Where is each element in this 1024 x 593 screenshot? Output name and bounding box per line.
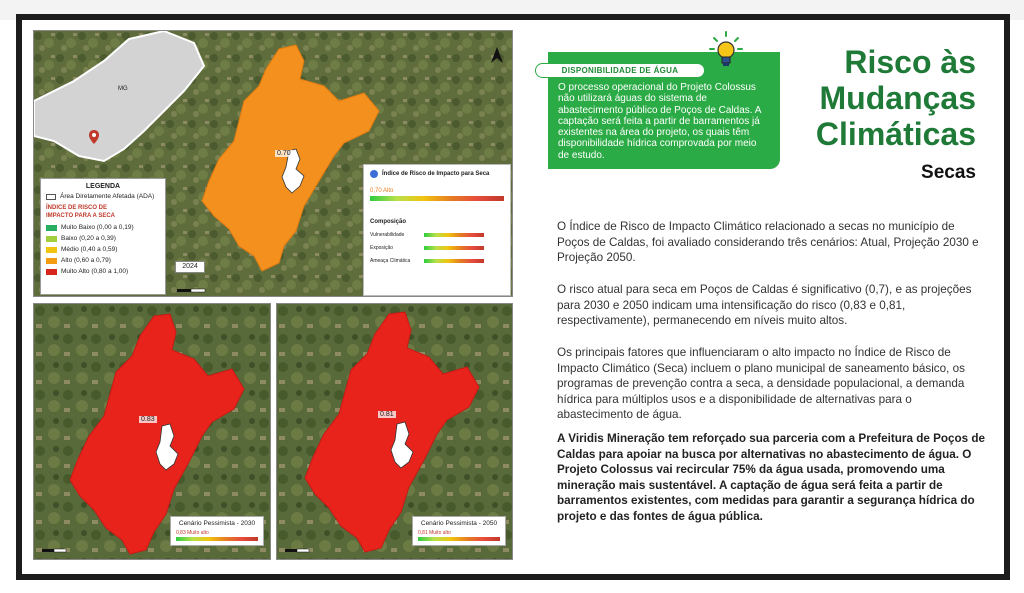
water-info-text: O processo operacional do Projeto Colossus não utilizará águas do sistema de abastecimento público de Poços de Caldas. A captação será feita a partir de barramentos já existentes na área do projeto, os quais têm disponibilidade hídrica comprovada por meio de estudo. (558, 82, 761, 161)
scenario-label-2030: Cenário Pessimista - 2030 (178, 520, 256, 527)
scenario-level-2050: 0,81 Muito alto (418, 530, 451, 536)
page-title-line3: Climáticas (815, 116, 976, 152)
composition-gradient (424, 246, 484, 250)
composition-row (370, 245, 504, 251)
composition-label: Ameaça Climática (370, 258, 411, 264)
page-title (790, 44, 976, 152)
composition-row (370, 258, 504, 264)
page-title-line1: Risco às (844, 44, 976, 80)
legend-index-title (46, 204, 160, 220)
scenario-gradient-2030 (176, 537, 258, 541)
map-legend (40, 178, 166, 295)
composition-gradient (424, 259, 484, 263)
scenario-level-2030: 0,83 Muito alto (176, 530, 209, 536)
map-2050-value: 0.81 (380, 411, 394, 418)
paragraph-factors: Os principais fatores que influenciaram o alto impacto no Índice de Risco de Impacto Climático (Seca) incluem o plano municipal de saneamento básico, os programas de prevenção contra a seca, a densidade populacional, a demanda hídrica para múltiplos usos e a disponibilidade de alternativas para o abastecimento de água. (557, 346, 965, 422)
legend-class-row (46, 255, 160, 266)
page-subtitle: Secas (921, 162, 976, 183)
legend-class-label: Muito Alto (0,80 a 1,00) (61, 268, 129, 275)
legend-class-row (46, 233, 160, 244)
paragraph-viridis: A Viridis Mineração tem reforçado sua parceria com a Prefeitura de Poços de Caldas para apoiar na busca por alternativas no abastecimento de água. O Projeto Colossus vai recircular 75% da água usada, promovendo uma mineração mais sustentável. A captação de água será feita a partir de barramentos existentes, com medidas para garantir a segurança hídrica do projeto e das fontes de água pública. (557, 432, 986, 523)
scenario-card-2050 (412, 516, 506, 546)
scenario-gradient-2050 (418, 537, 500, 541)
legend-swatch (46, 269, 57, 275)
legend-ada-row (46, 193, 160, 200)
inset-state-label: MG (118, 86, 128, 92)
legend-class-label: Baixo (0,20 a 0,39) (61, 235, 116, 242)
index-card-gradient (370, 196, 504, 201)
paragraph-intro: O Índice de Risco de Impacto Climático relacionado a secas no município de Poços de Caldas, foi avaliado considerando três cenários: Atual, Projeção 2030 e Projeção 2050. (557, 220, 979, 265)
map-year-badge: 2024 (175, 261, 205, 273)
legend-class-label: Médio (0,40 a 0,59) (61, 246, 118, 253)
composition-label: Exposição (370, 245, 394, 251)
legend-class-label: Alto (0,60 a 0,79) (61, 257, 111, 264)
scenario-label-2050: Cenário Pessimista - 2050 (420, 520, 498, 527)
index-card-value: 0,70 Alto (370, 188, 394, 194)
north-arrow-icon (491, 47, 503, 63)
legend-title: LEGENDA (85, 183, 121, 190)
page-title-line2: Mudanças (819, 80, 976, 116)
index-card-title: Índice de Risco de Impacto para Seca (382, 171, 490, 177)
legend-index-title-line2: IMPACTO PARA A SECA (46, 213, 116, 219)
legend-ada-swatch (46, 194, 56, 200)
paragraph-current-risk: O risco atual para seca em Poços de Caldas é significativo (0,7), e as projeções para 2030 e 2050 indicam uma intensificação do risco (0,83 e 0,81, respectivamente), permanecendo em níveis muito altos. (557, 283, 972, 328)
map-current-value: 0.70 (277, 150, 291, 157)
composition-gradient (424, 233, 484, 237)
legend-class-row (46, 244, 160, 255)
info-icon (370, 170, 378, 178)
legend-swatch (46, 247, 57, 253)
legend-ada-label: Área Diretamente Afetada (ADA) (60, 193, 155, 200)
scenario-card-2030 (170, 516, 264, 546)
legend-class-row (46, 222, 160, 233)
composition-label: Vulnerabilidade (370, 232, 405, 238)
index-card-title-row (370, 170, 504, 178)
map-2030-value: 0.83 (141, 416, 155, 423)
legend-class-row (46, 266, 160, 277)
legend-swatch (46, 236, 57, 242)
legend-swatch (46, 258, 57, 264)
lightbulb-icon (708, 30, 744, 70)
location-pin-icon (89, 130, 99, 144)
composition-row (370, 232, 504, 238)
legend-class-label: Muito Baixo (0,00 a 0,19) (61, 224, 134, 231)
legend-index-title-line1: ÍNDICE DE RISCO DE (46, 205, 108, 211)
water-info-tab: DISPONIBILIDADE DE ÁGUA (535, 63, 705, 78)
legend-swatch (46, 225, 57, 231)
index-card (363, 164, 511, 296)
index-card-composition: Composição (370, 219, 407, 225)
